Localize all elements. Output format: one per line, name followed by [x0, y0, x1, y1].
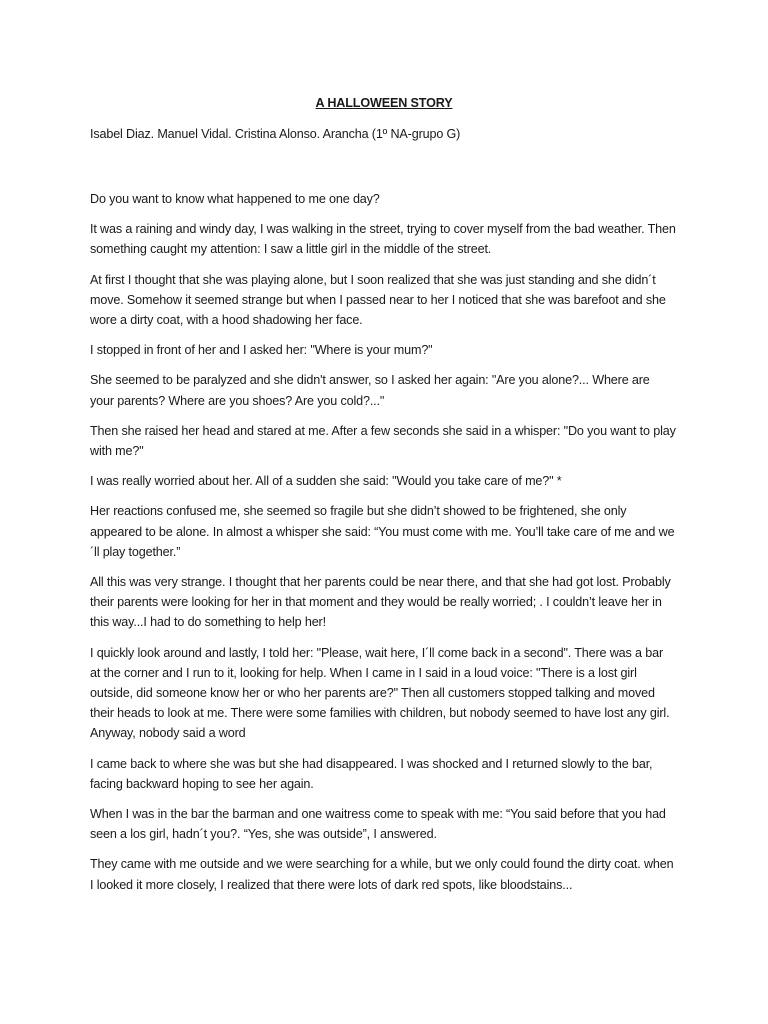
- paragraph: I quickly look around and lastly, I told her: "Please, wait here, I´ll come back in a second". There was a bar at the corner and I run to it, looking for help. When I came in I said in a loud voice: "There is a lost girl outside, did someone know her or who her parents are?" Then all customers stopped talking and moved their heads to look at me. There were some families with children, but nobody seemed to have lost any girl. Anyway, nobody said a word: [90, 645, 670, 741]
- paragraph: Do you want to know what happened to me one day?: [90, 192, 380, 206]
- paragraph: It was a raining and windy day, I was walking in the street, trying to cover myself from the bad weather. Then something caught my attention: I saw a little girl in the middle of the street.: [90, 222, 676, 257]
- paragraph: All this was very strange. I thought that her parents could be near there, and that she had got lost. Probably their parents were looking for her in that moment and they would be really worried; . I couldn’t leave her in this way...I had to do something to help her!: [90, 575, 671, 630]
- paragraph: At first I thought that she was playing alone, but I soon realized that she was just standing and she didn´t move. Somehow it seemed strange but when I passed near to her I noticed that she was barefoot and she wore a dirty coat, with a hood shadowing her face.: [90, 272, 666, 328]
- paragraph: I was really worried about her. All of a sudden she said: "Would you take care of me?" *: [90, 474, 562, 489]
- paragraph: When I was in the bar the barman and one waitress come to speak with me: “You said before that you had seen a los girl, hadn´t you?. “Yes, she was outside”, I answered.: [90, 807, 666, 842]
- document-authors: Isabel Diaz. Manuel Vidal. Cristina Alonso. Arancha (1º NA-grupo G): [90, 127, 461, 141]
- paragraph: Then she raised her head and stared at me. After a few seconds she said in a whisper: "Do you want to play with me?": [90, 423, 676, 459]
- paragraph: I came back to where she was but she had disappeared. I was shocked and I returned slowly to the bar, facing backward hoping to see her again.: [90, 756, 653, 791]
- document-title: A HALLOWEEN STORY: [315, 96, 453, 110]
- paragraph: I stopped in front of her and I asked her: "Where is your mum?": [90, 343, 433, 358]
- paragraph: Her reactions confused me, she seemed so fragile but she didn’t showed to be frightened, she only appeared to be alone. In almost a whisper she said: “You must come with me. You’ll take care of me and we´ll play together.”: [90, 504, 675, 559]
- paragraph: She seemed to be paralyzed and she didn't answer, so I asked her again: "Are you alone?... Where are your parents? Where are you shoes? Are you cold?...": [90, 373, 650, 408]
- document-body: [90, 189, 676, 905]
- paragraph: They came with me outside and we were searching for a while, but we only could found the dirty coat. when I looked it more closely, I realized that there were lots of dark red spots, like bloodstains...: [90, 857, 674, 892]
